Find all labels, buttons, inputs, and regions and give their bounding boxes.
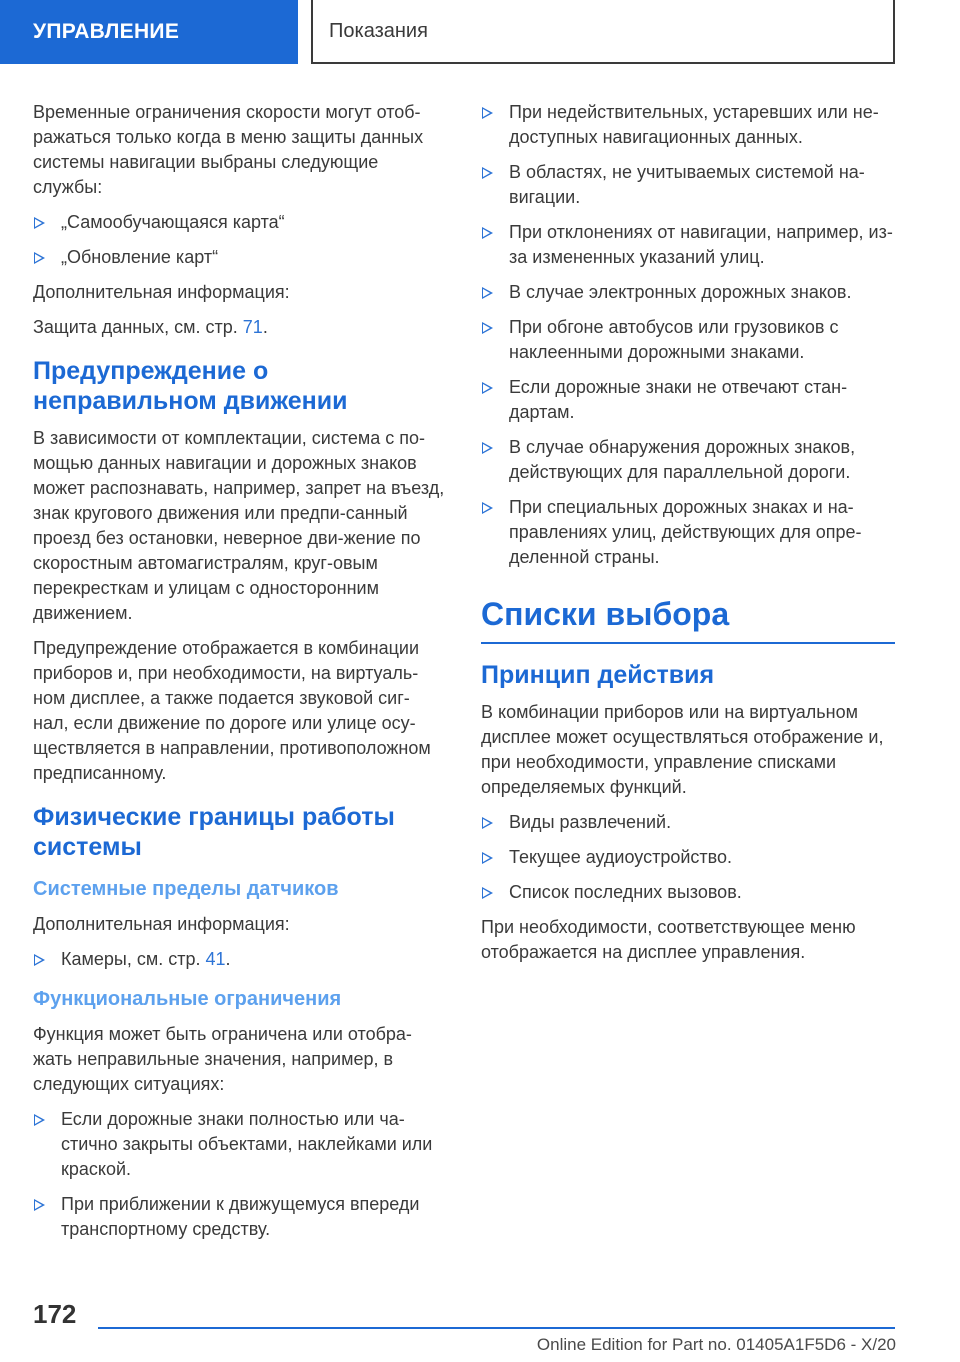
heading-functional-limits: Функциональные ограничения [33,988,342,1010]
heading-wrong-way: Предупреждение о неправильном движении [33,357,348,415]
triangle-bullet-icon [482,442,493,454]
page-link-71[interactable]: 71 [242,317,263,337]
heading-physical-limits: Физические границы работы системы [33,803,395,861]
list-item: Если дорожные знаки полностью или ча-стично закрыты объектами, наклейками или краской. [33,1107,445,1182]
section-title: УПРАВЛЕНИЕ [33,20,180,43]
triangle-bullet-icon [34,252,45,264]
heading-sensor-limits: Системные пределы датчиков [33,878,339,900]
triangle-bullet-icon [482,887,493,899]
triangle-bullet-icon [482,107,493,119]
list-item: „Самообучающаяся карта“ [33,210,445,235]
triangle-bullet-icon [34,954,45,966]
list-item: При обгоне автобусов или грузовиков с наклеенными дорожными знаками. [481,315,895,365]
footer-divider [98,1327,895,1329]
heading-selection-lists: Списки выбора [481,594,895,644]
list-item: При приближении к движущемуся впереди транспортному средству. [33,1192,445,1242]
page-link-41[interactable]: 41 [205,949,226,969]
triangle-bullet-icon [482,322,493,334]
triangle-bullet-icon [34,1114,45,1126]
list-item: При специальных дорожных знаках и на-правлениях улиц, действующих для опре-деленной страны. [481,495,895,570]
wrong-way-paragraph-2: Предупреждение отображается в комбинации приборов и, при необходимости, на виртуаль-ном дисплее, а также подается звуковой сиг-нал, если движение по дороге или улице осу-ществляется в направлении, противоположном предписанному. [33,638,431,783]
heading-principle: Принцип действия [481,661,715,689]
list-item: В случае электронных дорожных знаков. [481,280,895,305]
list-item: Камеры, см. стр. 41. [33,947,445,972]
triangle-bullet-icon [482,287,493,299]
triangle-bullet-icon [482,817,493,829]
functional-paragraph: Функция может быть ограничена или отобра-жать неправильные значения, например, в следующих ситуациях: [33,1024,412,1094]
edition-footer: Online Edition for Part no. 01405A1F5D6 - X/20 [536,1335,896,1354]
section-tab [0,0,298,64]
list-item: Текущее аудиоустройство. [481,845,895,870]
data-protection-ref: Защита данных, см. стр. 71. [33,317,268,337]
more-info-label: Дополнительная информация: [33,282,290,302]
right-column [481,100,895,975]
list-item: При недействительных, устаревших или не-доступных навигационных данных. [481,100,895,150]
triangle-bullet-icon [482,227,493,239]
topic-header [311,0,895,64]
principle-paragraph: В комбинации приборов или на виртуальном дисплее может осуществляться отображение и, при необходимости, управление списками определяемых функций. [481,702,884,797]
list-item: При отклонениях от навигации, например, из-за измененных указаний улиц. [481,220,895,270]
list-item: Список последних вызовов. [481,880,895,905]
menu-paragraph: При необходимости, соответствующее меню отображается на дисплее управления. [481,917,856,962]
list-item: В областях, не учитываемых системой на-вигации. [481,160,895,210]
triangle-bullet-icon [482,852,493,864]
triangle-bullet-icon [34,1199,45,1211]
page-number: 172 [33,1299,77,1329]
topic-title: Показания [329,19,428,42]
triangle-bullet-icon [34,217,45,229]
list-item: В случае обнаружения дорожных знаков, действующих для параллельной дороги. [481,435,895,485]
triangle-bullet-icon [482,502,493,514]
sensor-more-info-label: Дополнительная информация: [33,914,290,934]
list-item: Если дорожные знаки не отвечают стан-дартам. [481,375,895,425]
left-column [33,100,445,1252]
wrong-way-paragraph-1: В зависимости от комплектации, система с по-мощью данных навигации и дорожных знаков может распознавать, например, запрет на въезд, знак кругового движения или предпи-санный проезд без остановки, неверное дви-жение по скоростным автомагистралям, круг-овым перекресткам и улицам с односторонним движением. [33,428,445,623]
intro-paragraph: Временные ограничения скорости могут отоб-ражаться только когда в меню защиты данных системы навигации выбраны следующие службы: [33,102,424,197]
triangle-bullet-icon [482,382,493,394]
list-item: „Обновление карт“ [33,245,445,270]
list-item: Виды развлечений. [481,810,895,835]
triangle-bullet-icon [482,167,493,179]
